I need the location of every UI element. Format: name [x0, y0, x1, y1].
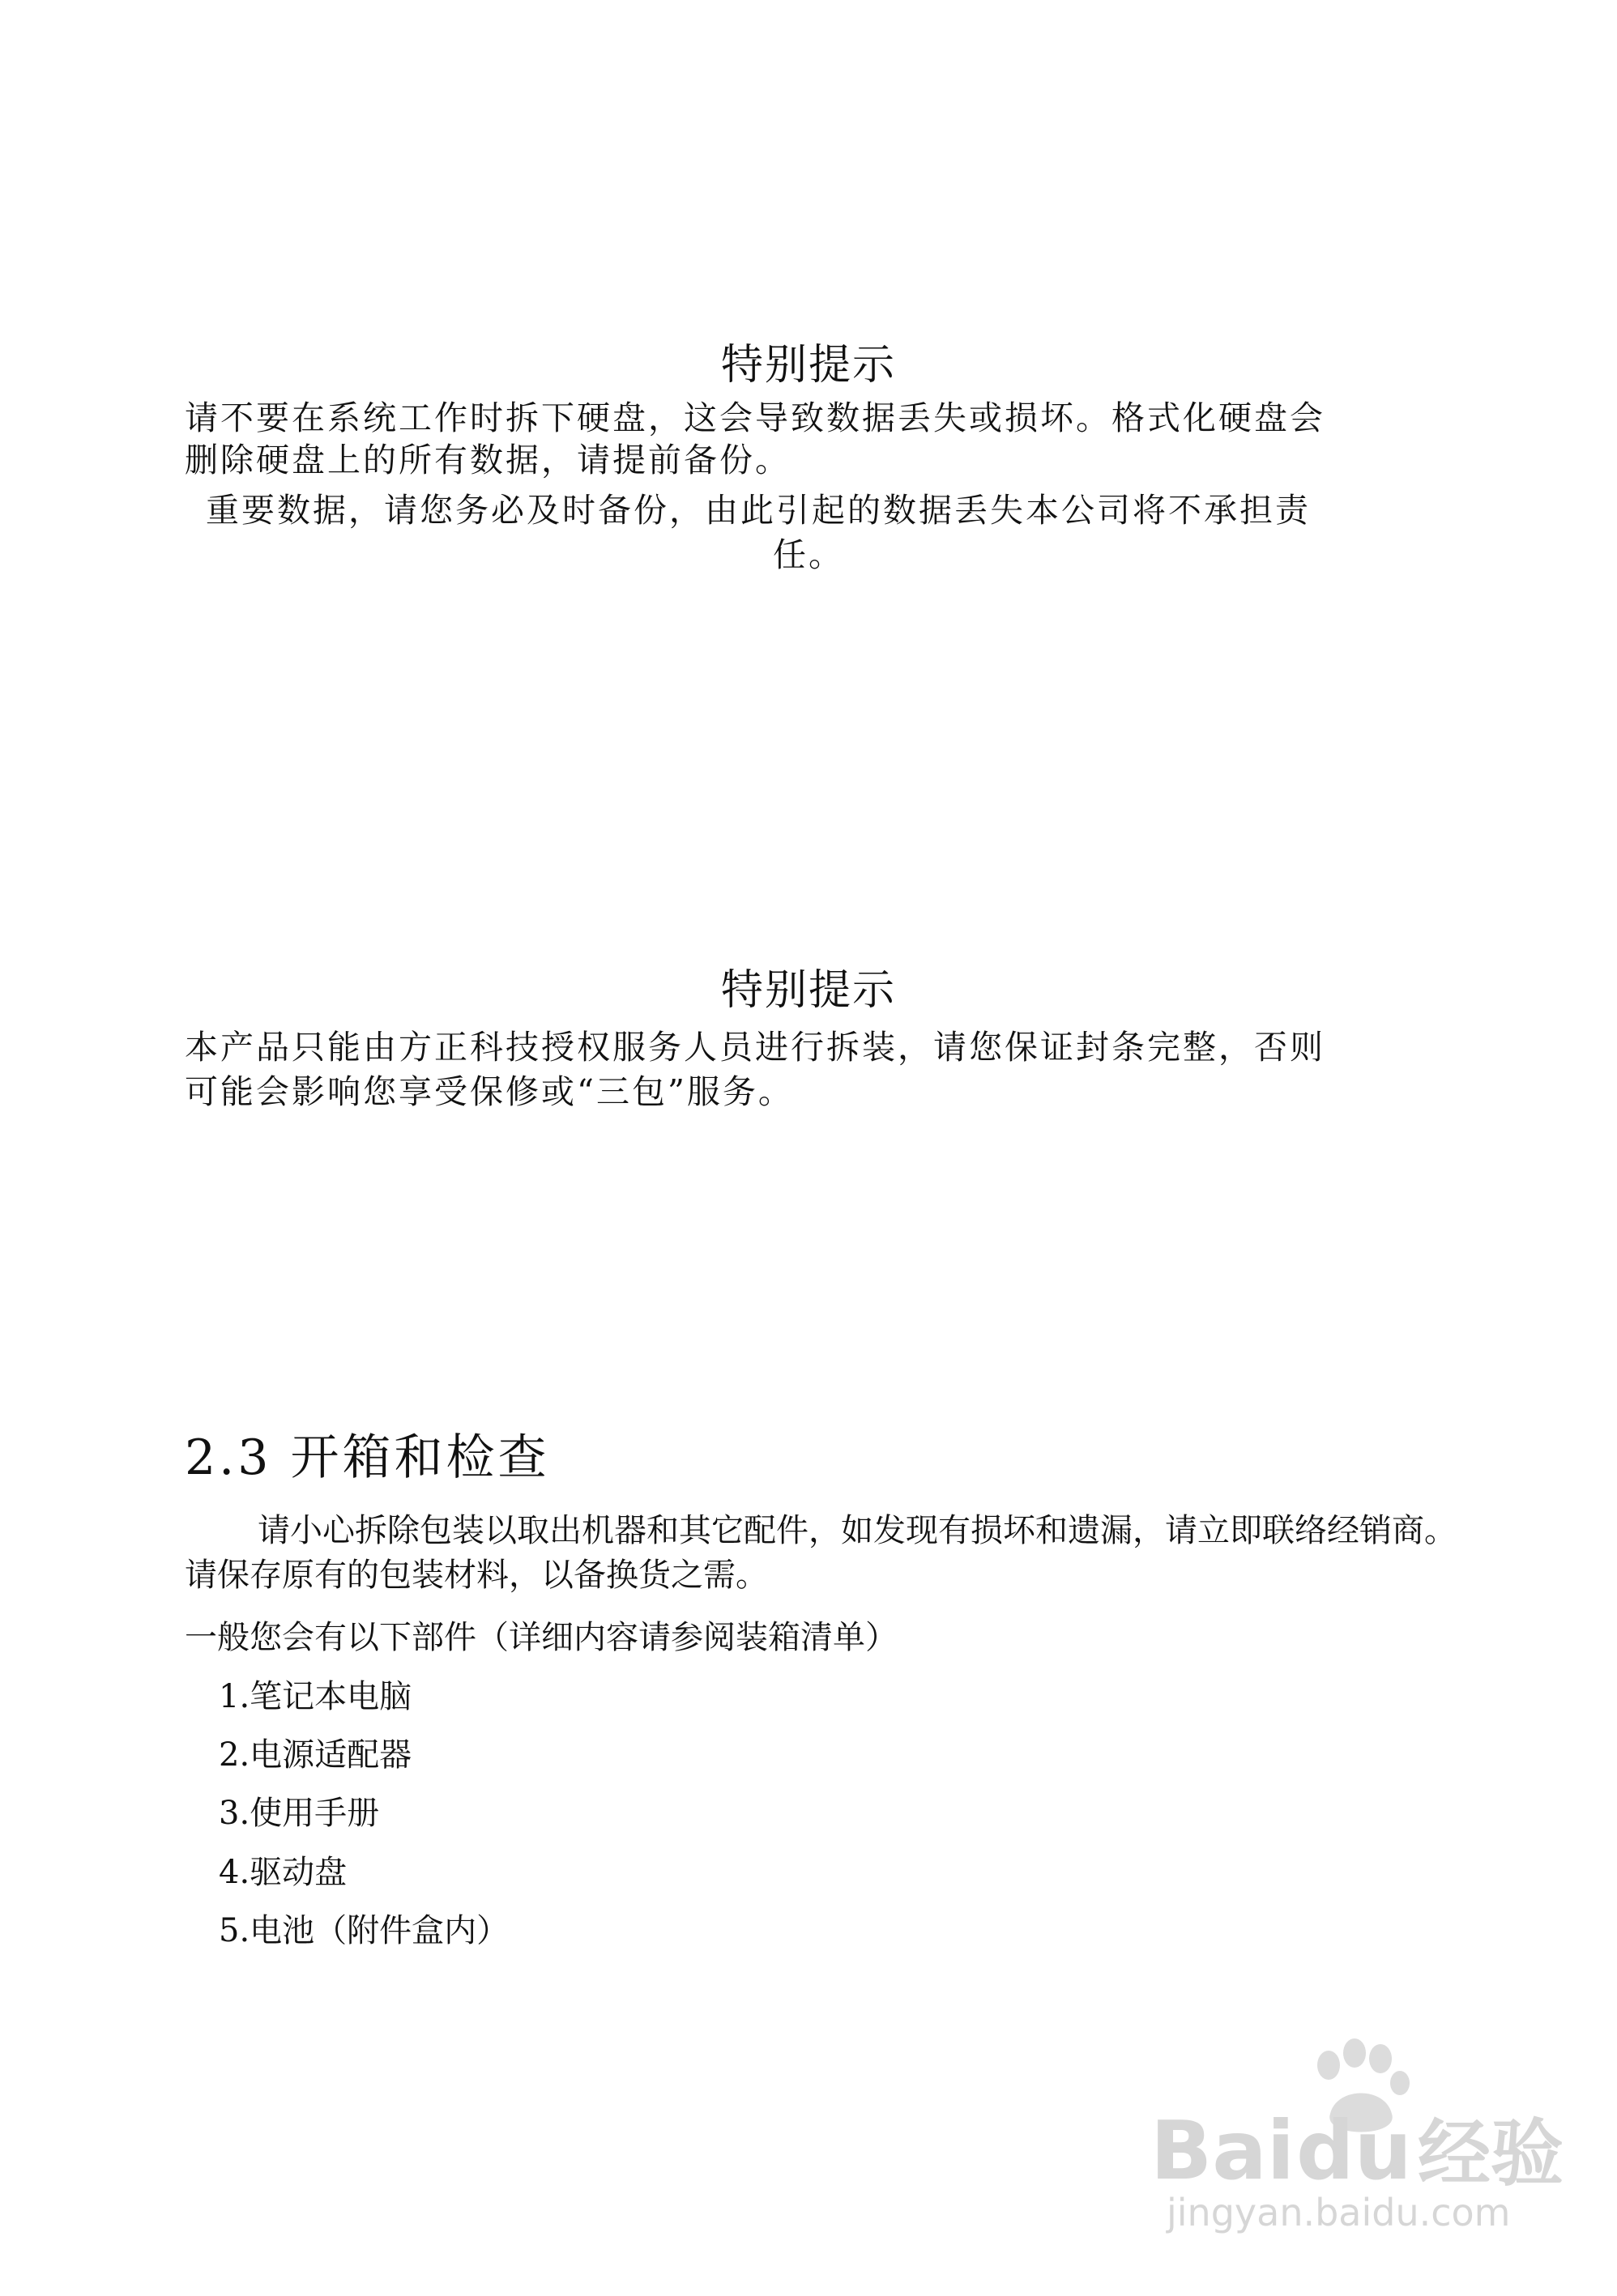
watermark-product: 经验: [1418, 2111, 1564, 2196]
parts-intro: 一般您会有以下部件（详细内容请参阅装箱清单）: [185, 1619, 898, 1656]
list-item: 4.驱动盘: [219, 1854, 348, 1891]
list-item: 5.电池（附件盒内）: [219, 1912, 510, 1949]
section-heading: 2.3 开箱和检查: [185, 1429, 550, 1486]
notice-title-2: 特别提示: [720, 966, 896, 1015]
notice-title-1: 特别提示: [720, 341, 896, 390]
watermark-url: jingyan.baidu.com: [1167, 2191, 1511, 2234]
notice-2-line-2: 可能会影响您享受保修或“三包”服务。: [185, 1072, 794, 1111]
watermark-brand-du: du: [1296, 2103, 1412, 2198]
notice-1-line-4: 任。: [773, 535, 844, 574]
watermark-brand: Bai: [1150, 2103, 1295, 2198]
section-paragraph-line-1: 请小心拆除包装以取出机器和其它配件，如发现有损坏和遗漏，请立即联络经销商。: [258, 1512, 1457, 1549]
notice-1-line-2: 删除硬盘上的所有数据，请提前备份。: [185, 441, 791, 479]
baidu-jingyan-watermark: [1142, 2017, 1572, 2235]
list-item: 3.使用手册: [219, 1795, 380, 1832]
section-paragraph-line-2: 请保存原有的包装材料，以备换货之需。: [185, 1557, 768, 1594]
notice-2-line-1: 本产品只能由方正科技授权服务人员进行拆装，请您保证封条完整，否则: [185, 1028, 1325, 1067]
notice-1-line-3: 重要数据，请您务必及时备份，由此引起的数据丢失本公司将不承担责: [206, 491, 1311, 530]
notice-1-line-1: 请不要在系统工作时拆下硬盘，这会导致数据丢失或损坏。格式化硬盘会: [185, 398, 1325, 437]
list-item: 1.笔记本电脑: [219, 1678, 412, 1715]
list-item: 2.电源适配器: [219, 1736, 412, 1774]
